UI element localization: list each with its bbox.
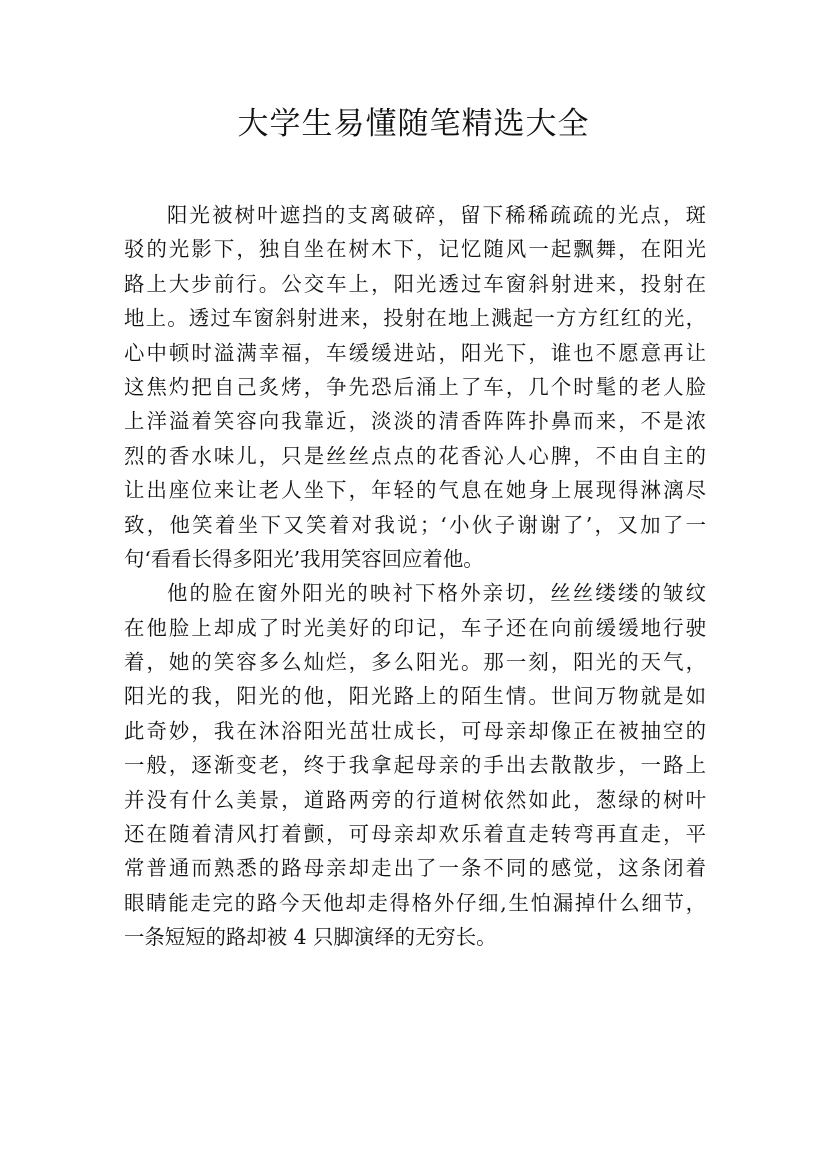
text-line: 心中顿时溢满幸福，车缓缓进站，阳光下，谁也不愿意再让 [124,340,706,365]
text-line: 地上。透过车窗斜射进来，投射在地上溅起一方方红红的光， [124,306,706,331]
document-body [124,198,706,955]
text-line: 阳光的我，阳光的他，阳光路上的陌生情。世间万物就是如 [124,684,706,709]
text-line: 这焦灼把自己炙烤，争先恐后涌上了车，几个时髦的老人脸 [124,374,706,399]
text-line: 上洋溢着笑容向我靠近，淡淡的清香阵阵扑鼻而来，不是浓 [124,409,706,434]
text-line: 还在随着清风打着颤，可母亲却欢乐着直走转弯再直走，平 [124,822,706,847]
text-line: 致，他笑着坐下又笑着对我说；‘小伙子谢谢了’，又加了一 [124,512,706,537]
text-line: 路上大步前行。公交车上，阳光透过车窗斜射进来，投射在 [124,271,706,296]
text-line: 在他脸上却成了时光美好的印记，车子还在向前缓缓地行驶 [124,615,706,640]
text-line: 驳的光影下，独自坐在树木下，记忆随风一起飘舞，在阳光 [124,237,706,262]
text-line: 一条短短的路却被 4 只脚演绎的无穷长。 [124,925,497,950]
text-line: 他的脸在窗外阳光的映衬下格外亲切，丝丝缕缕的皱纹 [167,581,706,606]
text-line: 着，她的笑容多么灿烂，多么阳光。那一刻，阳光的天气， [124,650,706,675]
paragraph-2 [124,576,706,954]
text-line: 烈的香水味儿，只是丝丝点点的花香沁人心脾，不由自主的 [124,443,706,468]
text-line: 并没有什么美景，道路两旁的行道树依然如此，葱绿的树叶 [124,787,706,812]
document-title: 大学生易懂随笔精选大全 [237,106,590,142]
text-line: 此奇妙，我在沐浴阳光茁壮成长，可母亲却像正在被抽空的 [124,718,706,743]
text-line: 眼睛能走完的路今天他却走得格外仔细,生怕漏掉什么细节， [124,890,706,915]
text-line: 句‘看看长得多阳光’我用笑容回应着他。 [124,546,484,571]
text-line: 阳光被树叶遮挡的支离破碎，留下稀稀疏疏的光点，斑 [167,203,706,227]
text-line: 让出座位来让老人坐下，年轻的气息在她身上展现得淋漓尽 [124,478,706,503]
paragraph-1 [124,198,706,576]
text-line: 一般，逐渐变老，终于我拿起母亲的手出去散散步，一路上 [124,753,706,778]
text-line: 常普通而熟悉的路母亲却走出了一条不同的感觉，这条闭着 [124,856,706,881]
